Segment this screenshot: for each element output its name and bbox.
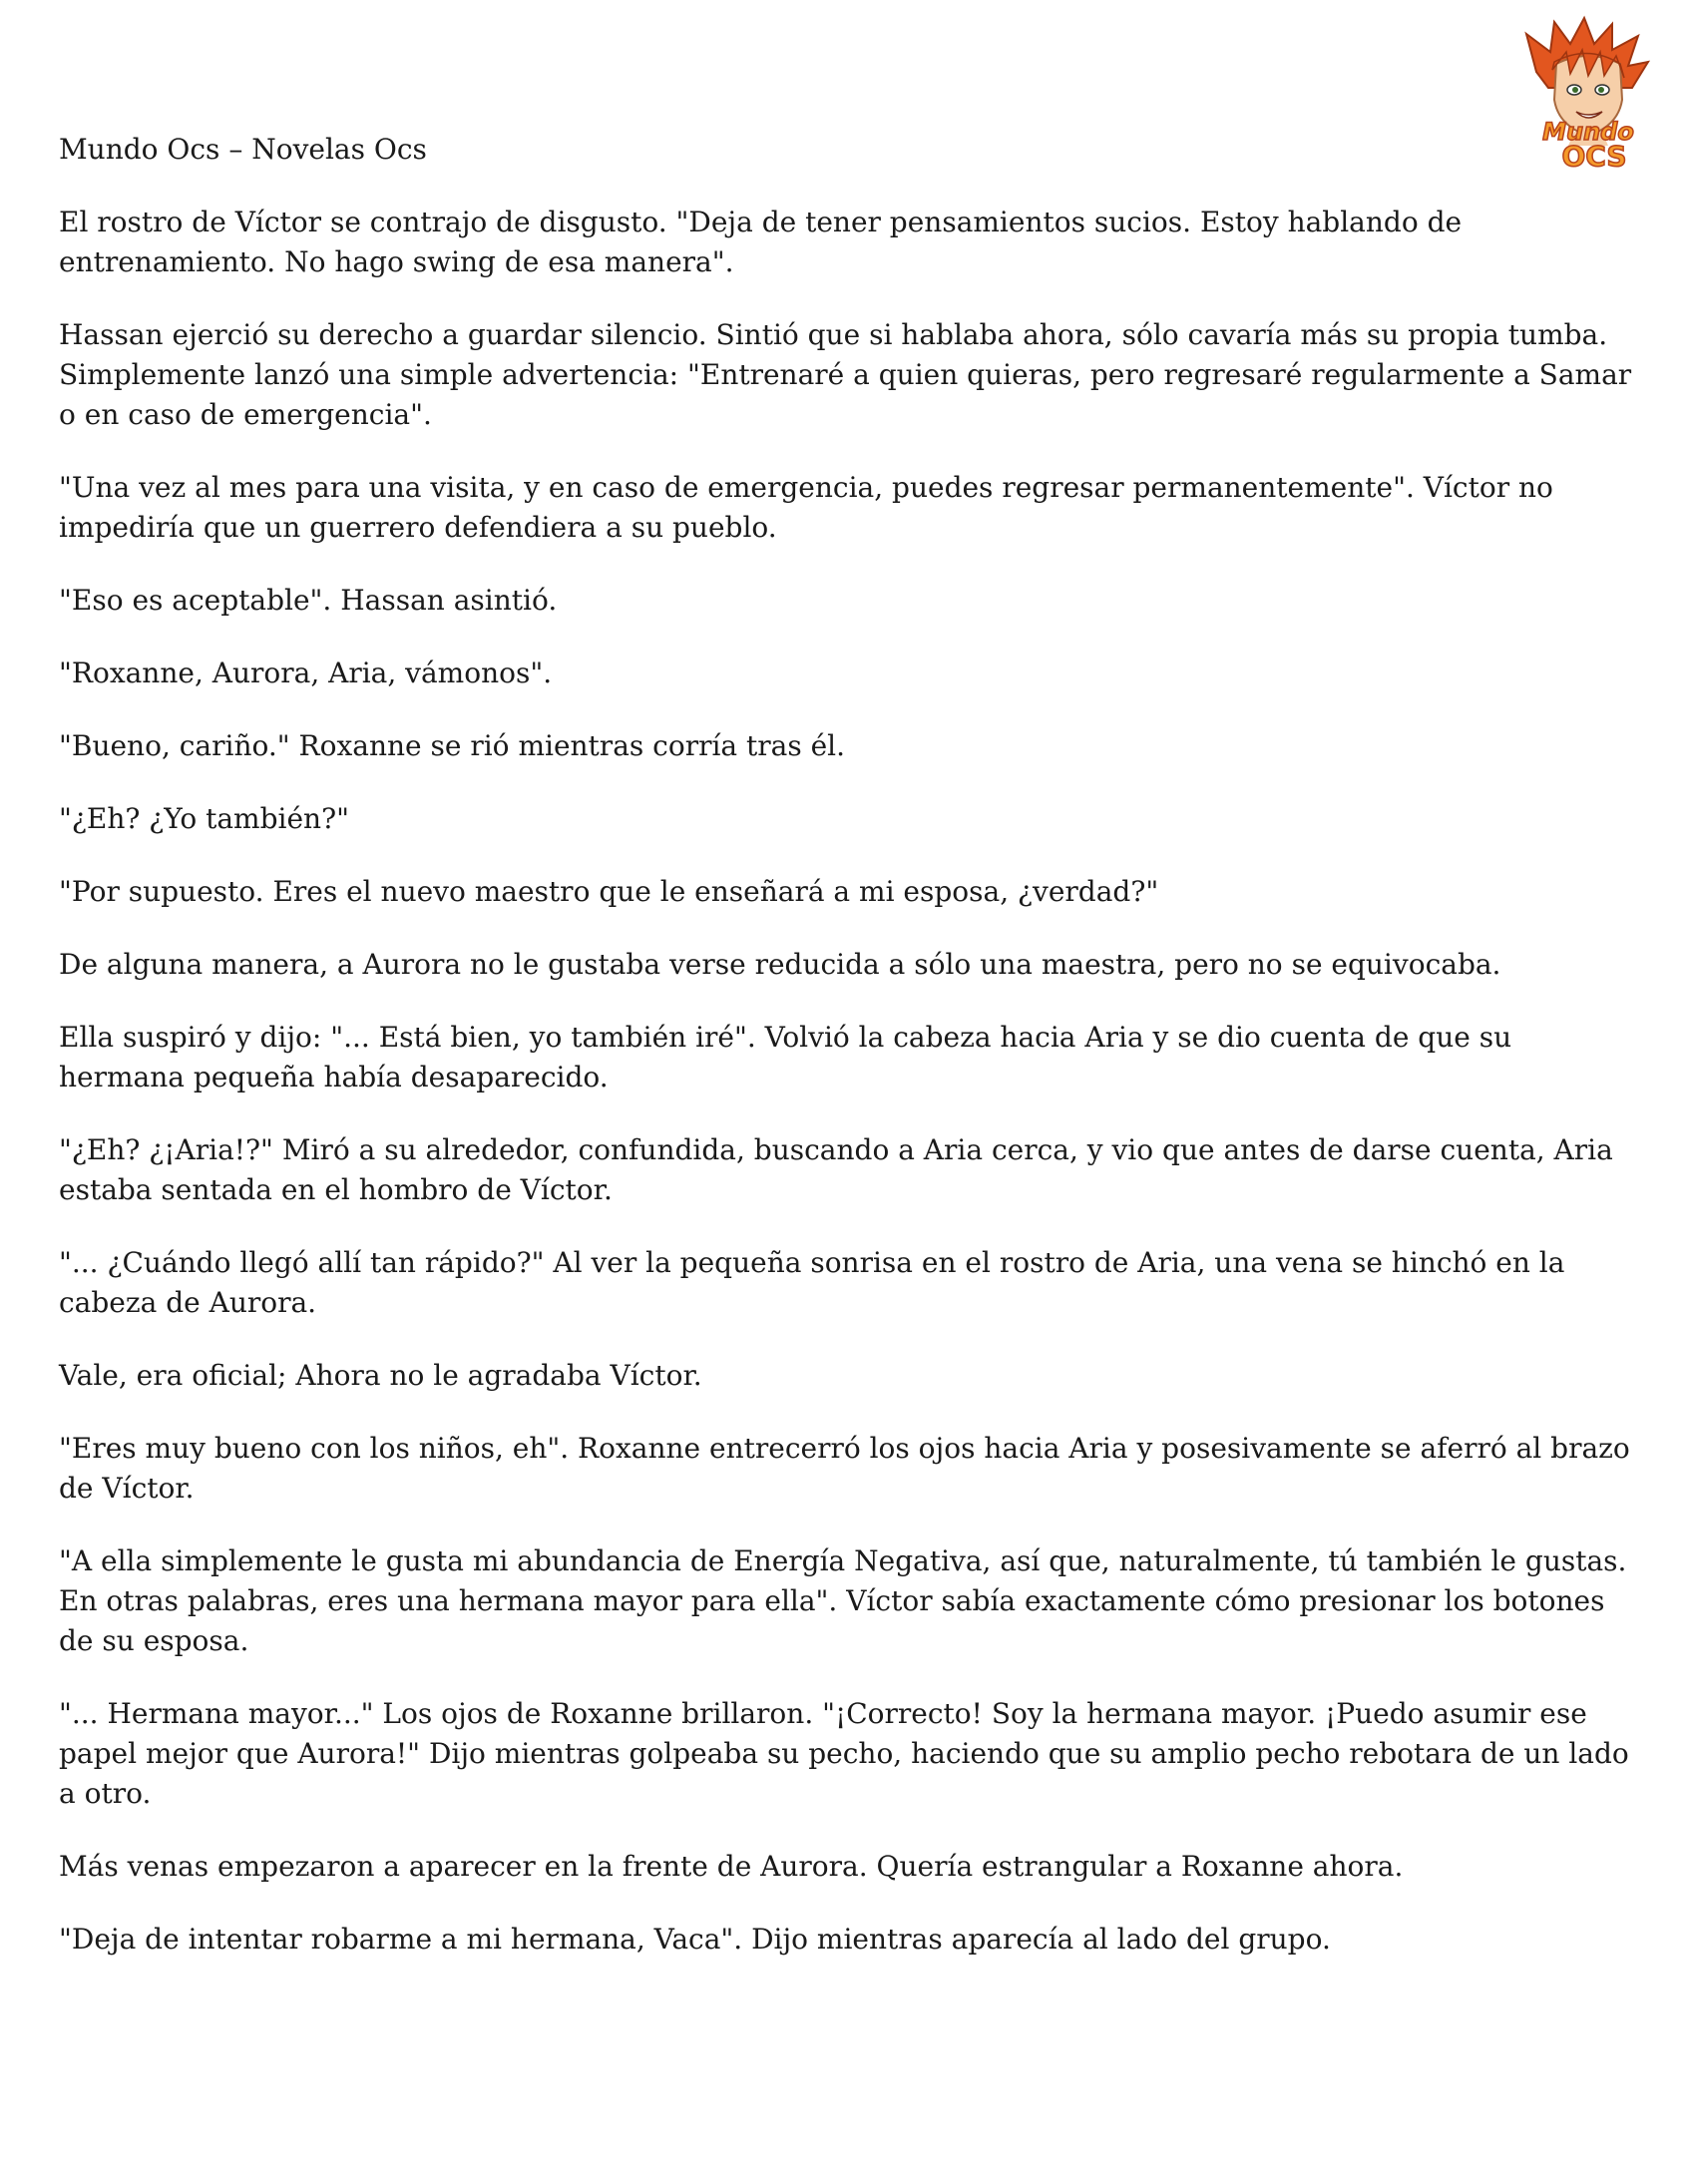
paragraph: "¿Eh? ¿Yo también?": [59, 802, 349, 835]
document-body: [59, 203, 1645, 1992]
paragraph: "¿Eh? ¿¡Aria!?" Miró a su alrededor, confundida, buscando a Aria cerca, y vio que antes de darse cuenta, Aria estaba sentada en el hombro de Víctor.: [59, 1133, 1613, 1206]
paragraph: Hassan ejerció su derecho a guardar silencio. Sintió que si hablaba ahora, sólo cavaría más su propia tumba. Simplemente lanzó una simple advertencia: "Entrenaré a quien quieras, pero regresaré regularmente a Samar o en caso de emergencia".: [59, 318, 1632, 431]
mundo-ocs-logo-icon: [1508, 14, 1668, 174]
paragraph: "A ella simplemente le gusta mi abundancia de Energía Negativa, así que, naturalmente, tú también le gustas. En otras palabras, eres una hermana mayor para ella". Víctor sabía exactamente cómo presionar los botones de su esposa.: [59, 1544, 1627, 1657]
paragraph: "Una vez al mes para una visita, y en caso de emergencia, puedes regresar permanentemente". Víctor no impediría que un guerrero defendiera a su pueblo.: [59, 471, 1553, 544]
page-header: Mundo Ocs – Novelas Ocs: [59, 133, 427, 166]
paragraph: Ella suspiró y dijo: "... Está bien, yo también iré". Volvió la cabeza hacia Aria y se dio cuenta de que su hermana pequeña había desaparecido.: [59, 1021, 1512, 1093]
paragraph: Más venas empezaron a aparecer en la frente de Aurora. Quería estrangular a Roxanne ahora.: [59, 1850, 1404, 1883]
paragraph: "Deja de intentar robarme a mi hermana, Vaca". Dijo mientras aparecía al lado del grupo.: [59, 1923, 1331, 1956]
logo-graphic: [1508, 14, 1668, 174]
paragraph: Vale, era oficial; Ahora no le agradaba Víctor.: [59, 1359, 702, 1392]
paragraph: De alguna manera, a Aurora no le gustaba verse reducida a sólo una maestra, pero no se equivocaba.: [59, 948, 1501, 981]
paragraph: "Por supuesto. Eres el nuevo maestro que le enseñará a mi esposa, ¿verdad?": [59, 875, 1159, 908]
paragraph: "Roxanne, Aurora, Aria, vámonos".: [59, 656, 553, 689]
logo-text-ocs: OCS: [1561, 140, 1627, 173]
paragraph: El rostro de Víctor se contrajo de disgusto. "Deja de tener pensamientos sucios. Estoy hablando de entrenamiento. No hago swing de esa manera".: [59, 206, 1463, 278]
paragraph: "Eres muy bueno con los niños, eh". Roxanne entrecerró los ojos hacia Aria y posesivamente se aferró al brazo de Víctor.: [59, 1432, 1630, 1505]
paragraph: "Eso es aceptable". Hassan asintió.: [59, 584, 558, 617]
logo-text-mundo: Mundo: [1542, 118, 1634, 146]
paragraph: "Bueno, cariño." Roxanne se rió mientras corría tras él.: [59, 729, 846, 762]
paragraph: "... Hermana mayor..." Los ojos de Roxanne brillaron. "¡Correcto! Soy la hermana mayor. ¡Puedo asumir ese papel mejor que Aurora!" Dijo mientras golpeaba su pecho, haciendo que su amplio pecho rebotara de un lado a otro.: [59, 1697, 1629, 1810]
paragraph: "... ¿Cuándo llegó allí tan rápido?" Al ver la pequeña sonrisa en el rostro de Aria, una vena se hinchó en la cabeza de Aurora.: [59, 1246, 1565, 1319]
